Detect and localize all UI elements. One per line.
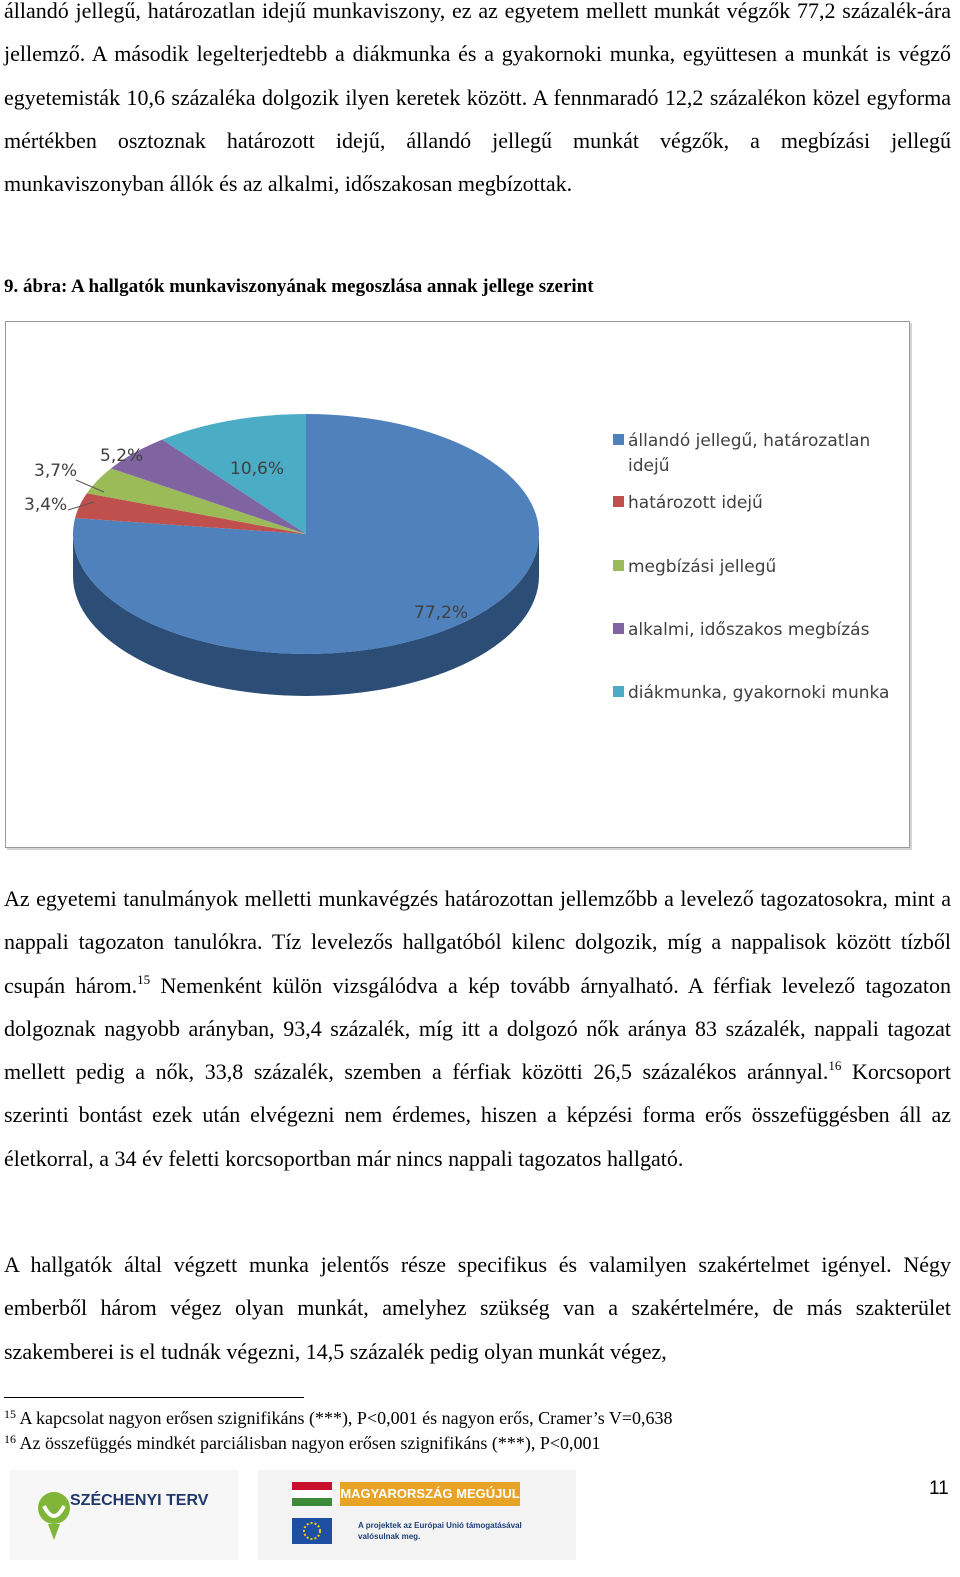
legend-item-1 — [613, 493, 763, 513]
pie-data-label-4: 10,6% — [230, 459, 285, 479]
footnote-text: A kapcsolat nagyon erősen szignifikáns (***), P<0,001 és nagyon erős, Cramer’s V=0,638 — [19, 1408, 673, 1428]
legend-item-4 — [613, 683, 889, 703]
pie-data-label-2: 3,7% — [34, 461, 78, 481]
legend-swatch — [613, 496, 624, 507]
body-paragraph-3: A hallgatók által végzett munka jelentős része specifikus és valamilyen szakértelmet igényel. Négy emberből három végez olyan munkát, amelyhez szükség van a szakértelmére, de más szakterület szakemberei is el tudnák végezni, 14,5 százalék pedig olyan munkát végez, — [4, 1252, 951, 1364]
footnote-number: 15 — [4, 1407, 16, 1421]
legend-label: állandó jellegű, határozatlan — [628, 431, 871, 451]
pie-data-label-1: 3,4% — [24, 495, 68, 515]
pie-chart — [6, 322, 909, 847]
pie-data-label-0: 77,2% — [414, 603, 469, 623]
p2-text-c: Korcsoport szerinti bontást ezek után elvégezni nem érdemes, hiszen a képzési forma erős összefüggésben áll az életkorral, a 34 év feletti korcsoportban már nincs nappali tagozatos hallgató. — [4, 1059, 951, 1171]
szechenyi-terv-logo — [10, 1470, 238, 1560]
figure-caption: 9. ábra: A hallgatók munkaviszonyának megoszlása annak jellege szerint — [4, 276, 594, 297]
legend-swatch — [613, 434, 624, 445]
legend-swatch — [613, 686, 624, 697]
page-number: 11 — [929, 1478, 949, 1499]
p2-text-a: Az egyetemi tanulmányok melletti munkavégzés határozottan jellemzőbb a levelező tagozatosokra, mint a nappali tagozaton tanulókra. Tíz levelezős hallgatóból kilenc dolgozik, míg a nappalisok között tízből csupán három. — [4, 886, 951, 998]
legend-label: határozott idejű — [628, 493, 763, 513]
mm-banner: MAGYARORSZÁG MEGÚJUL — [340, 1482, 520, 1506]
legend-swatch — [613, 560, 624, 571]
legend-item-0 — [613, 431, 870, 476]
magyarorszag-megujul-logo — [258, 1470, 576, 1560]
footnote-15 — [4, 1408, 673, 1429]
legend-label: diákmunka, gyakornoki munka — [628, 683, 890, 703]
footnote-ref-15[interactable]: 15 — [137, 971, 151, 987]
footnote-16 — [4, 1433, 601, 1454]
footnote-ref-16[interactable]: 16 — [828, 1058, 842, 1074]
legend-item-2 — [613, 557, 776, 577]
szechenyi-emblem-icon — [10, 1470, 70, 1560]
mm-subtitle: A projektek az Európai Unió támogatásával valósulnak meg. — [358, 1521, 522, 1541]
body-paragraph-2 — [4, 877, 951, 1180]
legend-swatch — [613, 623, 624, 634]
footnote-number: 16 — [4, 1432, 16, 1446]
legend-label: megbízási jellegű — [628, 557, 777, 577]
legend-item-3 — [613, 620, 870, 640]
legend-label: idejű — [628, 456, 670, 476]
footnote-separator — [4, 1397, 304, 1398]
szechenyi-logo-text: SZÉCHENYI TERV — [70, 1492, 209, 1509]
intro-paragraph: állandó jellegű, határozatlan idejű munkaviszony, ez az egyetem mellett munkát végzők 77,2 százalék-ára jellemző. A második legelterjedtebb a diákmunka és a gyakornoki munka, együttesen a munkát is végző egyetemisták 10,6 százaléka dolgozik ilyen keretek között. A fennmaradó 12,2 százalékon közel egyforma mértékben osztoznak határozott idejű, állandó jellegű munkát végzők, a megbízási jellegű munkaviszonyban állók és az alkalmi, időszakosan megbízottak. — [4, 0, 951, 197]
pie-chart-frame — [5, 321, 910, 848]
p2-text-b: Nemenként külön vizsgálódva a kép tovább árnyalható. A férfiak levelező tagozaton dolgoznak nagyobb arányban, 93,4 százalék, míg itt a dolgozó nők aránya 83 százalék, nappali tagozat mellett pedig a nők, 33,8 százalék, szemben a férfiak közötti 26,5 százalékos aránnyal. — [4, 972, 951, 1085]
legend-label: alkalmi, időszakos megbízás — [628, 620, 870, 640]
footnote-text: Az összefüggés mindkét parciálisban nagyon erősen szignifikáns (***), P<0,001 — [19, 1433, 601, 1453]
pie-data-label-3: 5,2% — [100, 446, 144, 466]
